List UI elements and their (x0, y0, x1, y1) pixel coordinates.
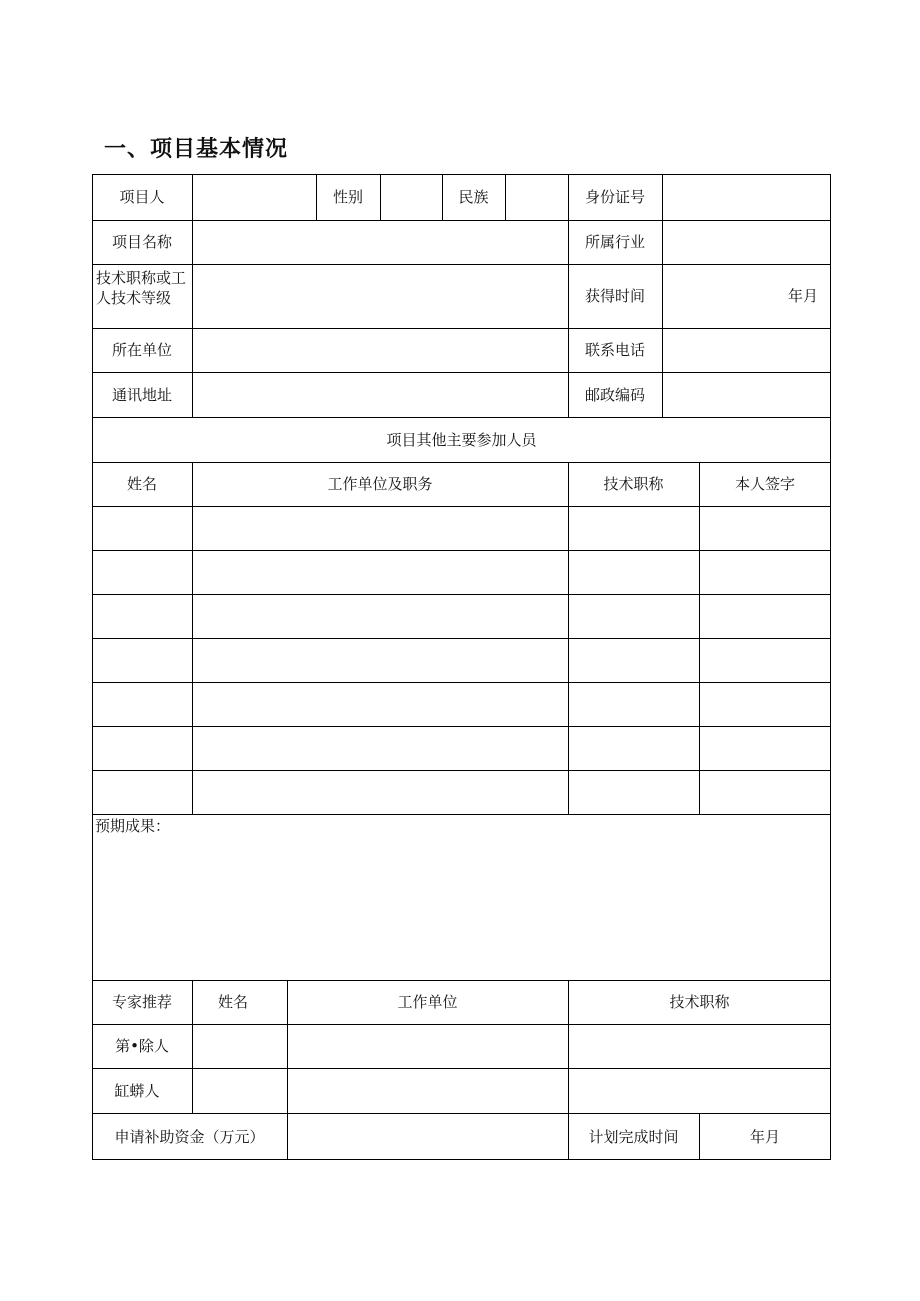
employer-label: 所在单位 (111, 341, 172, 359)
expert-row-1-label: 第•除人 (115, 1037, 169, 1055)
phone-field[interactable] (663, 329, 830, 372)
obtain-time-label: 获得时间 (584, 287, 645, 305)
member-row[interactable] (93, 683, 830, 726)
member-row[interactable] (93, 727, 830, 770)
expert-row-1-fields[interactable] (193, 1025, 830, 1068)
planned-completion-label: 计划完成时间 (588, 1127, 679, 1146)
project-name-label: 项目名称 (111, 233, 172, 251)
members-header-signature: 本人签字 (734, 475, 795, 493)
obtain-time-field[interactable]: 年月 (787, 287, 818, 305)
gender-field[interactable] (381, 175, 442, 220)
id-number-field[interactable] (663, 175, 830, 220)
address-label: 通讯地址 (111, 385, 172, 404)
funding-amount-field[interactable] (288, 1114, 568, 1160)
member-row[interactable] (93, 507, 830, 550)
postcode-label: 邮政编码 (584, 385, 645, 404)
row-divider (92, 814, 831, 815)
gender-label: 性别 (332, 188, 363, 206)
expert-header-technical-title: 技术职称 (669, 993, 730, 1011)
address-field[interactable] (193, 373, 568, 417)
member-row[interactable] (93, 551, 830, 594)
member-row[interactable] (93, 595, 830, 638)
members-header-technical-title: 技术职称 (603, 475, 664, 493)
technical-title-label-line2: 人技术等级 (96, 289, 172, 307)
expected-outcomes-field[interactable] (93, 838, 830, 979)
funding-amount-label: 申请补助资金（万元） (114, 1127, 265, 1146)
ethnicity-field[interactable] (506, 175, 568, 220)
industry-field[interactable] (663, 221, 830, 264)
expert-row-2-fields[interactable] (193, 1069, 830, 1113)
phone-label: 联系电话 (584, 341, 645, 359)
ethnicity-label: 民族 (458, 188, 489, 206)
expert-recommendation-label: 专家推荐 (111, 993, 172, 1011)
member-row[interactable] (93, 771, 830, 814)
expected-outcomes-label: 预期成果： (95, 817, 171, 835)
page-title: 一、项目基本情况 (104, 137, 289, 162)
project-name-field[interactable] (193, 221, 568, 264)
id-number-label: 身份证号 (584, 188, 645, 206)
applicant-field[interactable] (193, 175, 316, 220)
expert-header-name: 姓名 (217, 993, 248, 1011)
member-row[interactable] (93, 639, 830, 682)
members-section-title: 项目其他主要参加人员 (386, 430, 537, 449)
applicant-label: 项目人 (119, 188, 165, 206)
members-header-name: 姓名 (126, 475, 157, 493)
members-header-employer-position: 工作单位及职务 (327, 475, 433, 493)
expert-header-employer: 工作单位 (397, 993, 458, 1011)
planned-completion-field[interactable]: 年月 (749, 1127, 780, 1146)
technical-title-field[interactable] (193, 265, 568, 328)
postcode-field[interactable] (663, 373, 830, 417)
technical-title-label-line1: 技术职称或工 (96, 269, 187, 287)
expert-row-2-label: 缸蟒人 (114, 1081, 160, 1100)
industry-label: 所属行业 (584, 233, 645, 251)
employer-field[interactable] (193, 329, 568, 372)
technical-title-label (96, 268, 190, 324)
